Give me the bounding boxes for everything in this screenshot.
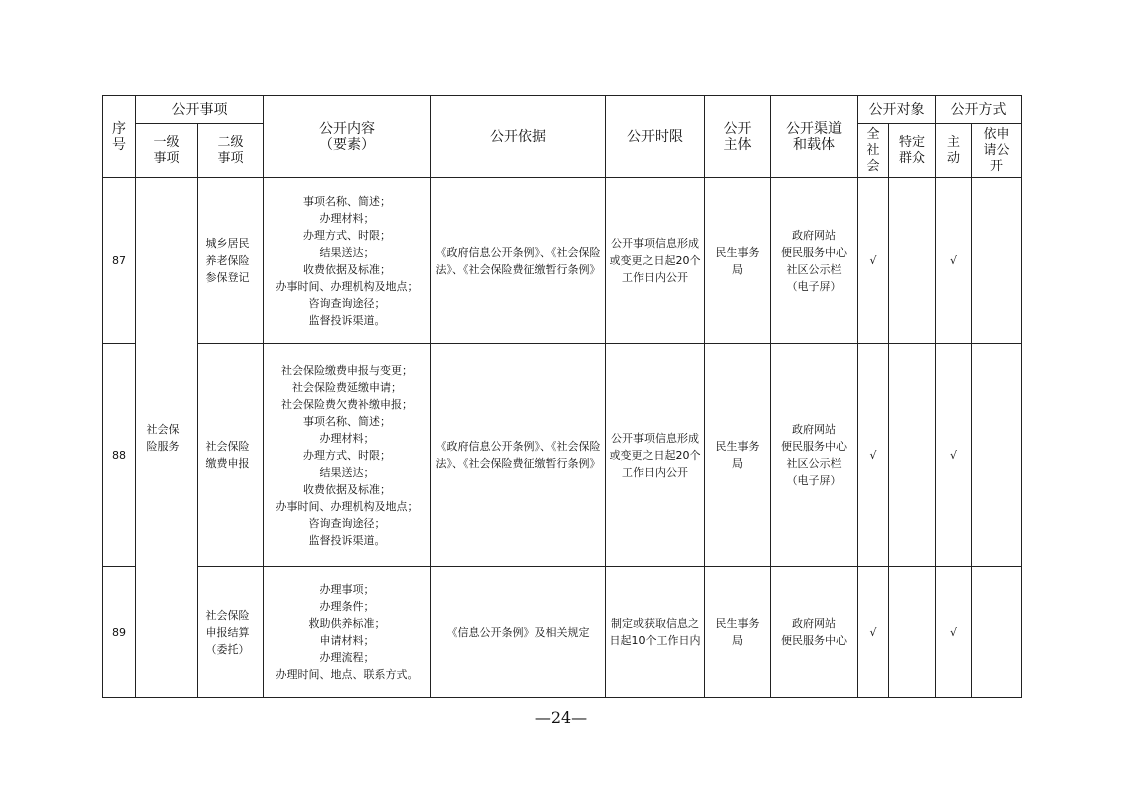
- disclosure-table: [102, 95, 1022, 698]
- header-method-active: 主动: [936, 124, 972, 178]
- level2-item: 城乡居民养老保险参保登记: [198, 178, 264, 344]
- header-content: 公开内容（要素）: [264, 96, 431, 178]
- row-seq: 88: [103, 344, 136, 567]
- header-subject: 公开主体: [705, 96, 771, 178]
- check-request: [972, 344, 1022, 567]
- header-method: 公开方式: [936, 96, 1022, 124]
- check-specific: [889, 344, 936, 567]
- check-request: [972, 567, 1022, 698]
- row-seq: 89: [103, 567, 136, 698]
- level1-item: 社会保险服务: [136, 178, 198, 698]
- table-row: [103, 178, 1022, 344]
- channel-list: 政府网站 便民服务中心 社区公示栏 （电子屏）: [771, 178, 858, 344]
- header-target-all: 全社会: [858, 124, 889, 178]
- basis-text: 《信息公开条例》及相关规定: [431, 567, 606, 698]
- header-channel: 公开渠道和载体: [771, 96, 858, 178]
- check-active: √: [936, 178, 972, 344]
- subject-text: 民生事务局: [705, 344, 771, 567]
- channel-list: 政府网站 便民服务中心 社区公示栏 （电子屏）: [771, 344, 858, 567]
- header-seq: 序号: [103, 96, 136, 178]
- header-level1: 一级事项: [136, 124, 198, 178]
- check-specific: [889, 178, 936, 344]
- subject-text: 民生事务局: [705, 567, 771, 698]
- header-method-request: 依申请公开: [972, 124, 1022, 178]
- content-list: 事项名称、简述； 办理材料； 办理方式、时限； 结果送达； 收费依据及标准； 办事时间、办理机构及地点； 咨询查询途径； 监督投诉渠道。: [264, 178, 431, 344]
- content-list: 社会保险缴费申报与变更； 社会保险费延缴申请； 社会保险费欠费补缴申报； 事项名称、简述； 办理材料； 办理方式、时限； 结果送达； 收费依据及标准； 办事时间、办理机构及地点； 咨询查询途径； 监督投诉渠道。: [264, 344, 431, 567]
- header-basis: 公开依据: [431, 96, 606, 178]
- header-public-items: 公开事项: [136, 96, 264, 124]
- check-all: √: [858, 178, 889, 344]
- time-limit-text: 公开事项信息形成或变更之日起20个工作日内公开: [606, 344, 705, 567]
- level2-item: 社会保险缴费申报: [198, 344, 264, 567]
- channel-list: 政府网站 便民服务中心: [771, 567, 858, 698]
- header-target-specific: 特定群众: [889, 124, 936, 178]
- basis-text: 《政府信息公开条例》、《社会保险法》、《社会保险费征缴暂行条例》: [431, 344, 606, 567]
- header-level2: 二级事项: [198, 124, 264, 178]
- check-all: √: [858, 567, 889, 698]
- check-active: √: [936, 344, 972, 567]
- table-row: [103, 567, 1022, 698]
- check-request: [972, 178, 1022, 344]
- header-time-limit: 公开时限: [606, 96, 705, 178]
- row-seq: 87: [103, 178, 136, 344]
- header-row-1: [103, 96, 1022, 124]
- basis-text: 《政府信息公开条例》、《社会保险法》、《社会保险费征缴暂行条例》: [431, 178, 606, 344]
- check-active: √: [936, 567, 972, 698]
- header-target: 公开对象: [858, 96, 936, 124]
- time-limit-text: 制定或获取信息之日起10个工作日内: [606, 567, 705, 698]
- check-specific: [889, 567, 936, 698]
- content-list: 办理事项； 办理条件； 救助供养标准； 申请材料； 办理流程； 办理时间、地点、联系方式。: [264, 567, 431, 698]
- check-all: √: [858, 344, 889, 567]
- level2-item: 社会保险申报结算（委托）: [198, 567, 264, 698]
- subject-text: 民生事务局: [705, 178, 771, 344]
- time-limit-text: 公开事项信息形成或变更之日起20个工作日内公开: [606, 178, 705, 344]
- page-number: —24—: [534, 708, 588, 727]
- table-row: [103, 344, 1022, 567]
